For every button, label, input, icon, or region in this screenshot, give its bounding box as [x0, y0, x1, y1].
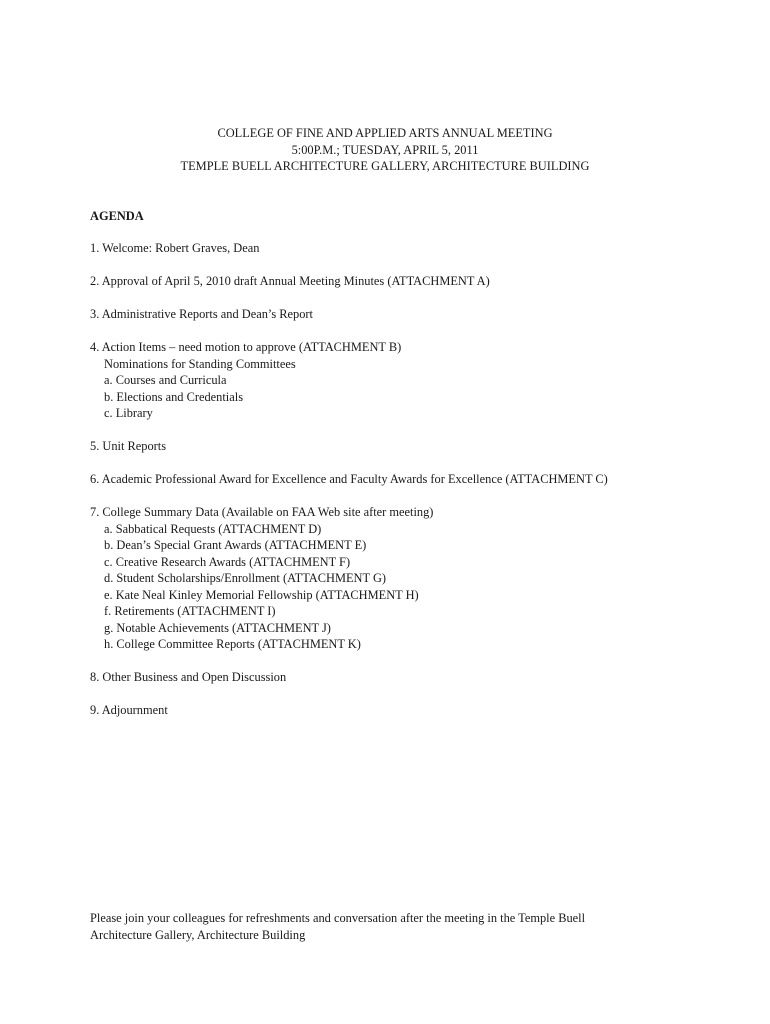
agenda-subitem: e. Kate Neal Kinley Memorial Fellowship (ATTACHMENT H)	[104, 587, 419, 602]
agenda-subitem: h. College Committee Reports (ATTACHMENT K)	[104, 637, 361, 651]
agenda-item	[90, 273, 730, 290]
agenda-subitem: d. Student Scholarships/Enrollment (ATTACHMENT G)	[104, 571, 387, 585]
header-title: COLLEGE OF FINE AND APPLIED ARTS ANNUAL MEETING	[217, 126, 553, 140]
agenda-subitem: c. Library	[104, 406, 153, 420]
agenda-heading: AGENDA	[90, 209, 144, 223]
agenda-item	[90, 339, 730, 422]
agenda-item-text: 2. Approval of April 5, 2010 draft Annual Meeting Minutes (ATTACHMENT A)	[90, 274, 490, 288]
agenda-subitem: Nominations for Standing Committees	[104, 356, 296, 371]
agenda-item	[90, 669, 730, 686]
agenda-subitem: c. Creative Research Awards (ATTACHMENT F)	[104, 554, 351, 569]
agenda-subitem: a. Sabbatical Requests (ATTACHMENT D)	[104, 521, 322, 536]
agenda-item	[90, 240, 730, 257]
agenda-item-text: 7. College Summary Data (Available on FAA Web site after meeting)	[90, 505, 434, 519]
agenda-subitem: b. Elections and Credentials	[104, 389, 244, 404]
agenda-subitem: g. Notable Achievements (ATTACHMENT J)	[104, 620, 331, 635]
agenda-item-text: 4. Action Items – need motion to approve (ATTACHMENT B)	[90, 340, 402, 354]
agenda-item-text: 6. Academic Professional Award for Excellence and Faculty Awards for Excellence (ATTACHMENT C)	[90, 472, 608, 486]
header-datetime: 5:00P.M.; TUESDAY, APRIL 5, 2011	[291, 142, 479, 157]
agenda-list	[90, 240, 730, 735]
agenda-subitem: a. Courses and Curricula	[104, 373, 227, 387]
agenda-item-text: 1. Welcome: Robert Graves, Dean	[90, 241, 260, 255]
agenda-item	[90, 306, 730, 323]
agenda-item	[90, 438, 730, 455]
meeting-header	[0, 125, 770, 175]
header-location: TEMPLE BUELL ARCHITECTURE GALLERY, ARCHITECTURE BUILDING	[180, 159, 590, 173]
agenda-item-text: 9. Adjournment	[90, 703, 168, 717]
agenda-subitem: b. Dean’s Special Grant Awards (ATTACHMENT E)	[104, 538, 367, 552]
agenda-item	[90, 471, 730, 488]
agenda-item-text: 5. Unit Reports	[90, 439, 167, 453]
agenda-item-text: 8. Other Business and Open Discussion	[90, 670, 287, 684]
agenda-subitem: f. Retirements (ATTACHMENT I)	[104, 604, 276, 618]
agenda-item	[90, 504, 730, 653]
footer-line: Please join your colleagues for refreshments and conversation after the meeting in the Temple Buell	[90, 911, 586, 925]
agenda-item	[90, 702, 730, 719]
footer-line: Architecture Gallery, Architecture Building	[90, 927, 306, 942]
footer-note	[90, 910, 730, 943]
agenda-item-text: 3. Administrative Reports and Dean’s Report	[90, 307, 313, 321]
